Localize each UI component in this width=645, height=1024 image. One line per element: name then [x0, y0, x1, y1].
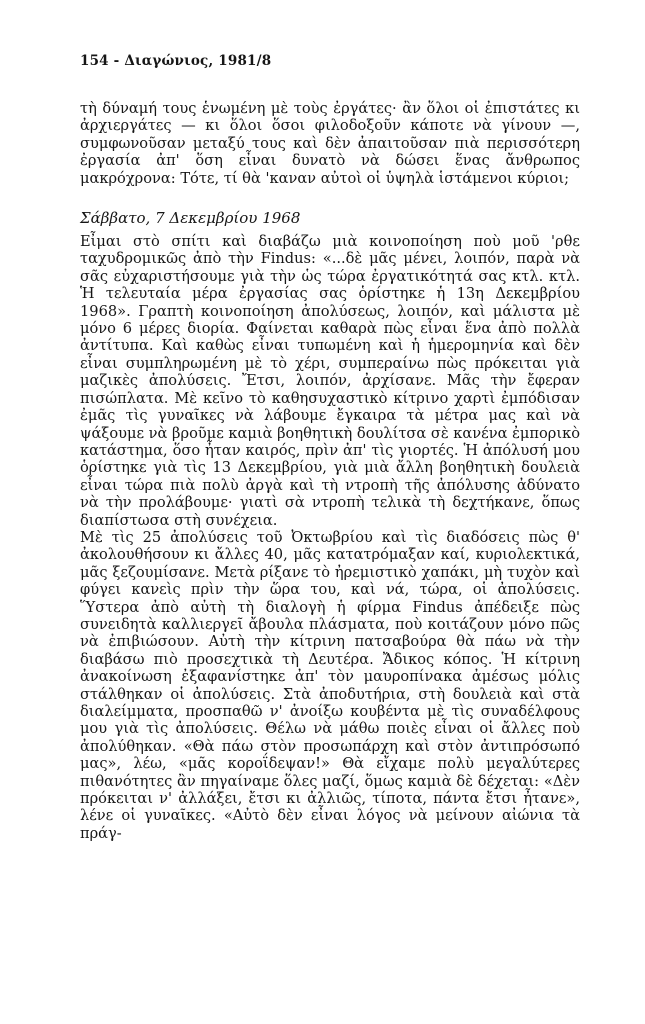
- entry-paragraph-2: Μὲ τὶς 25 ἀπολύσεις τοῦ Ὀκτωβρίου καὶ τὶς διαδόσεις πὼς θ' ἀκολουθήσουν κι ἄλλες 40, μᾶς κατατρόμαξαν καί, κυριολεκτικά, μᾶς ξεζουμίσανε. Μετὰ ρίξανε τὸ ἠρεμιστικὸ χαπάκι, μὴ τυχὸν καὶ φύγει κανεὶς πρὶν τὴν ὥρα του, καὶ νά, τώρα, οἱ ἀπολύσεις. Ὕστερα ἀπὸ αὐτὴ τὴ διαλογὴ ἡ φίρμα Findus ἀπέδειξε πὼς συνειδητὰ καλλιεργεῖ ἄβουλα πλάσματα, ποὺ κοιτάζουν μόνο πῶς νὰ ἐπιβιώσουν. Αὐτὴ τὴν κίτρινη πατσαβούρα θὰ πάω νὰ τὴν διαβάσω πιὸ προσεχτικὰ τὴ Δευτέρα. Ἄδικος κόπος. Ἡ κίτρινη ἀνακοίνωση ἐξαφανίστηκε ἀπ' τὸν μαυροπίνακα ἀμέσως μόλις στάλθηκαν οἱ ἀπολύσεις. Στὰ ἀποδυτήρια, στὴ δουλειὰ καὶ στὰ διαλείμματα, προσπαθῶ ν' ἀνοίξω κουβέντα μὲ τὶς συναδέλφους μου γιὰ τὶς ἀπολύσεις. Θέλω νὰ μάθω ποιὲς εἶναι οἱ ἄλλες ποὺ ἀπολύθηκαν. «Θὰ πάω στὸν προσωπάρχη καὶ στὸν ἀντιπρόσωπό μας», λέω, «μᾶς κοροΐδεψαν!» Θὰ εἴχαμε πολὺ μεγαλύτερες πιθανότητες ἂν πηγαίναμε ὅλες μαζί, ὅμως καμιὰ δὲ δέχεται: «Δὲν πρόκειται ν' ἀλλάξει, ἔτσι κι ἀλλιῶς, τίποτα, πάντα ἔτσι ἦτανε», λένε οἱ γυναῖκες. «Αὐτὸ δὲν εἶναι λόγος νὰ μείνουν αἰώνια τὰ πράγ-: [80, 528, 580, 842]
- opening-paragraph: τὴ δύναμή τους ἑνωμένη μὲ τοὺς ἐργάτες· ἂν ὅλοι οἱ ἐπιστάτες κι ἀρχιεργάτες — κι ὅλοι ὅσοι φιλοδοξοῦν κάποτε νὰ γίνουν —, συμφωνοῦσαν μεταξύ τους καὶ δὲν ἀπαιτοῦσαν πιὰ περισσότερη ἐργασία ἀπ' ὅση εἶναι δυνατὸ νὰ δώσει ἕνας ἄνθρωπος μακρόχρονα: Τότε, τί θὰ 'καναν αὐτοὶ οἱ ὑψηλὰ ἱστάμενοι κύριοι;: [80, 100, 580, 187]
- entry-paragraph-1: Εἶμαι στὸ σπίτι καὶ διαβάζω μιὰ κοινοποίηση ποὺ μοῦ 'ρθε ταχυδρομικῶς ἀπὸ τὴν Findus: «...δὲ μᾶς μένει, λοιπόν, παρὰ νὰ σᾶς εὐχαριστήσουμε γιὰ τὴν ὡς τώρα ἐργατικότητά σας κτλ. κτλ. Ἡ τελευταία μέρα ἐργασίας σας ὁρίστηκε ἡ 13η Δεκεμβρίου 1968». Γραπτὴ κοινοποίηση ἀπολύσεως, λοιπόν, καὶ μάλιστα μὲ μόνο 6 μέρες διορία. Φαίνεται καθαρὰ πὼς εἶναι ἕνα ἀπὸ πολλὰ ἀντίτυπα. Καὶ καθὼς εἶναι τυπωμένη καὶ ἡ ἡμερομηνία καὶ δὲν εἶναι συμπληρωμένη μὲ τὸ χέρι, συμπεραίνω πὼς πρόκειται γιὰ μαζικὲς ἀπολύσεις. Ἔτσι, λοιπόν, ἀρχίσανε. Μᾶς τὴν ἔφεραν πισώπλατα. Μὲ κεῖνο τὸ καθησυχαστικὸ κίτρινο χαρτὶ ἐμπόδισαν ἐμᾶς τὶς γυναῖκες νὰ λάβουμε ἔγκαιρα τὰ μέτρα μας καὶ νὰ ψάξουμε νὰ βροῦμε καμιὰ βοηθητικὴ δουλίτσα σὲ κανένα ἐμπορικὸ κατάστημα, ὅσο ἦταν καιρός, πρὶν ἀπ' τὶς γιορτές. Ἡ ἀπόλυσή μου ὁρίστηκε γιὰ τὶς 13 Δεκεμβρίου, γιὰ μιὰ ἄλλη βοηθητικὴ δουλειὰ εἶναι τώρα πιὰ πολὺ ἀργὰ καὶ τὴ ντροπὴ τῆς ἀπόλυσης ἀδύνατο νὰ τὴν προλάβουμε· γιατὶ σὰ ντροπὴ τελικὰ τὴ δεχτήκανε, ὅπως διαπίστωσα στὴ συνέχεια.: [80, 233, 580, 529]
- running-head: 154 - Διαγώνιος, 1981/8: [80, 53, 272, 69]
- book-page: [80, 52, 580, 842]
- diary-entry-date: Σάββατο, 7 Δεκεμβρίου 1968: [80, 209, 301, 228]
